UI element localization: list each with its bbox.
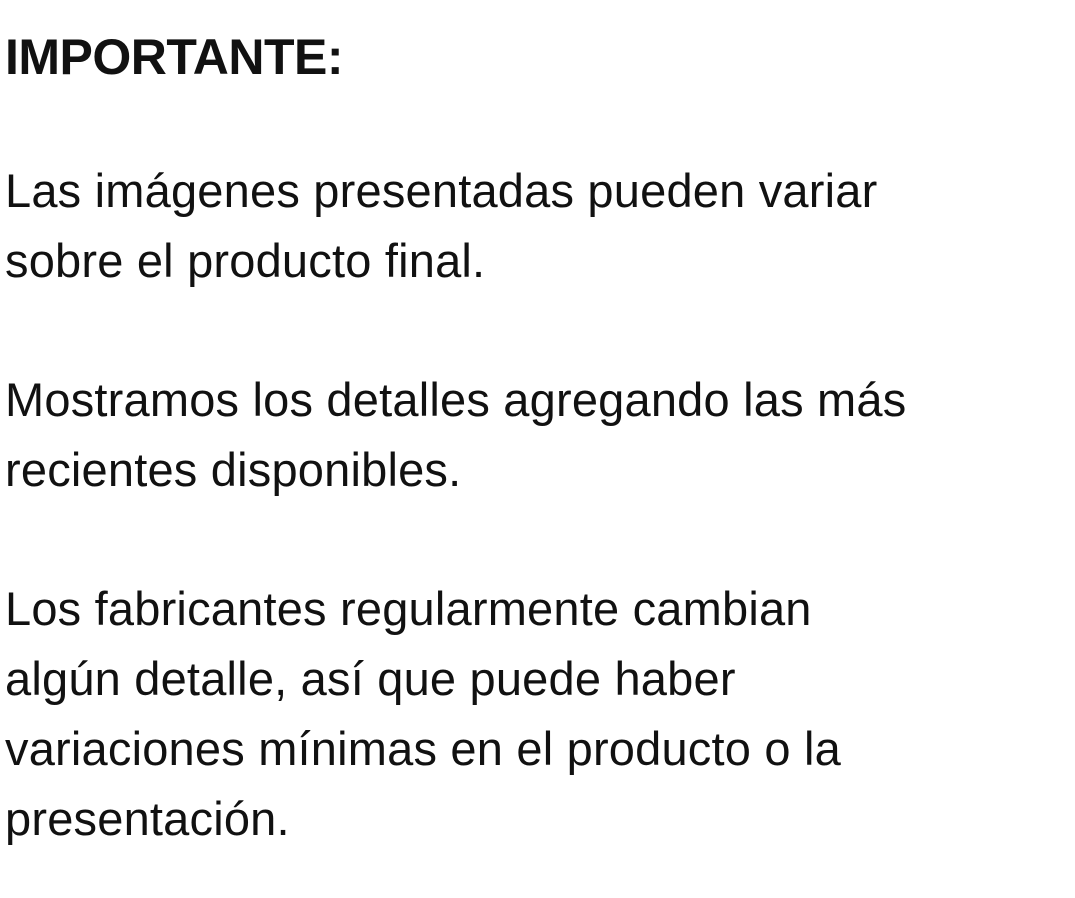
paragraph-line: presentación.: [5, 792, 290, 845]
paragraph-line: Las imágenes presentadas pueden variar: [5, 164, 878, 217]
notice-paragraph-manufacturer-changes: [5, 574, 1069, 854]
paragraph-line: algún detalle, así que puede haber: [5, 652, 736, 705]
notice-heading: IMPORTANTE:: [5, 29, 343, 85]
notice-paragraph-details-shown: [5, 365, 1069, 505]
paragraph-line: Mostramos los detalles agregando las más: [5, 373, 907, 426]
paragraph-line: Los fabricantes regularmente cambian: [5, 582, 812, 635]
notice-paragraph-images-vary: [5, 156, 1069, 296]
paragraph-line: variaciones mínimas en el producto o la: [5, 722, 841, 775]
paragraph-line: sobre el producto final.: [5, 234, 486, 287]
paragraph-line: recientes disponibles.: [5, 443, 462, 496]
